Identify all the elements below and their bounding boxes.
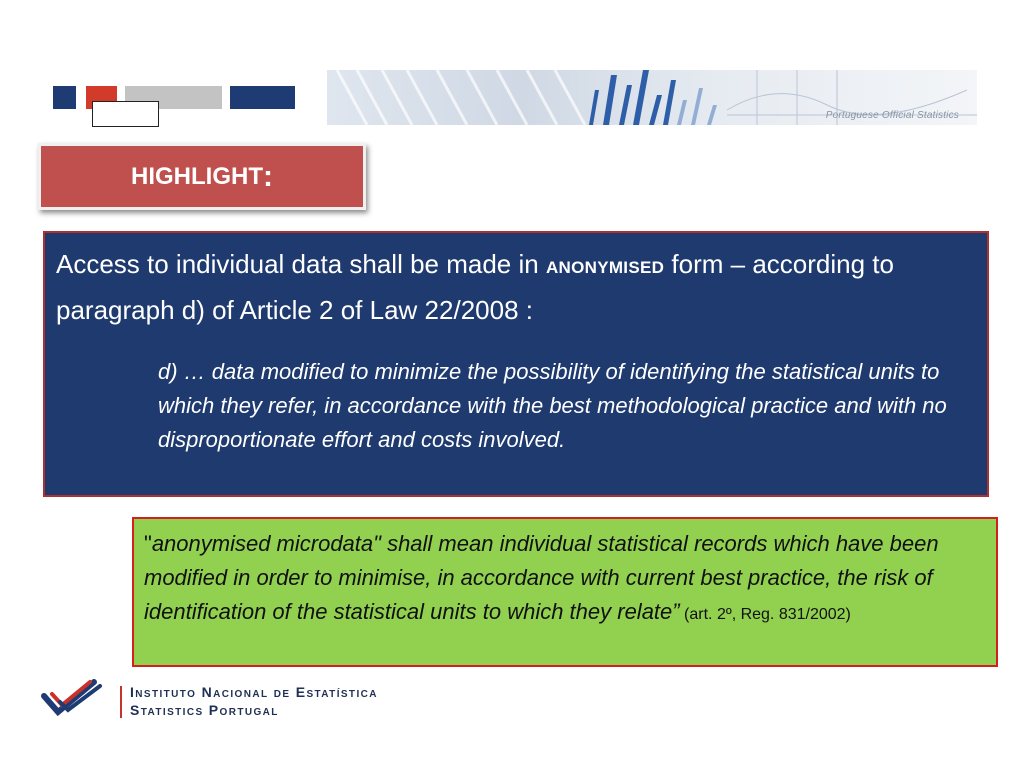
ine-logo: [28, 672, 480, 728]
banner-caption: Portuguese Official Statistics: [825, 110, 959, 121]
highlight-box: [38, 143, 366, 210]
access-text-start: Access to individual data shall be made in: [56, 249, 546, 279]
logo-divider: [120, 686, 122, 718]
header-banner: [327, 70, 977, 125]
definition-body: anonymised microdata" shall mean individual statistical records which have been modified in order to minimise, in accordance with current best practice, the risk of identification of the statistical units to which they relate”: [144, 531, 939, 624]
highlight-label: HIGHLIGHT: [131, 162, 263, 190]
highlight-colon: :: [263, 159, 273, 193]
institute-name: Instituto Nacional de Estatística: [130, 684, 378, 700]
decor-bar-blue: [230, 86, 295, 109]
anonymised-emphasis: ANONYMISED: [545, 258, 665, 277]
access-statement: [56, 243, 976, 331]
decor-square-blue: [53, 86, 76, 109]
decor-outline-box: [92, 101, 159, 127]
definition-open-quote: ": [144, 531, 152, 556]
access-text-end: form – according to paragraph d) of Article 2 of Law 22/2008 :: [56, 249, 894, 325]
institute-subtitle: Statistics Portugal: [130, 702, 279, 718]
definition-text: [144, 527, 992, 632]
law-excerpt-box: [43, 231, 989, 497]
definition-box: [132, 517, 998, 667]
ine-check-icon: [38, 674, 116, 726]
definition-reference: (art. 2º, Reg. 831/2002): [679, 606, 851, 623]
law-quote: d) … data modified to minimize the possibility of identifying the statistical units to which they refer, in accordance with the best methodological practice and with no disproportionate effort and costs involved.: [158, 359, 947, 452]
